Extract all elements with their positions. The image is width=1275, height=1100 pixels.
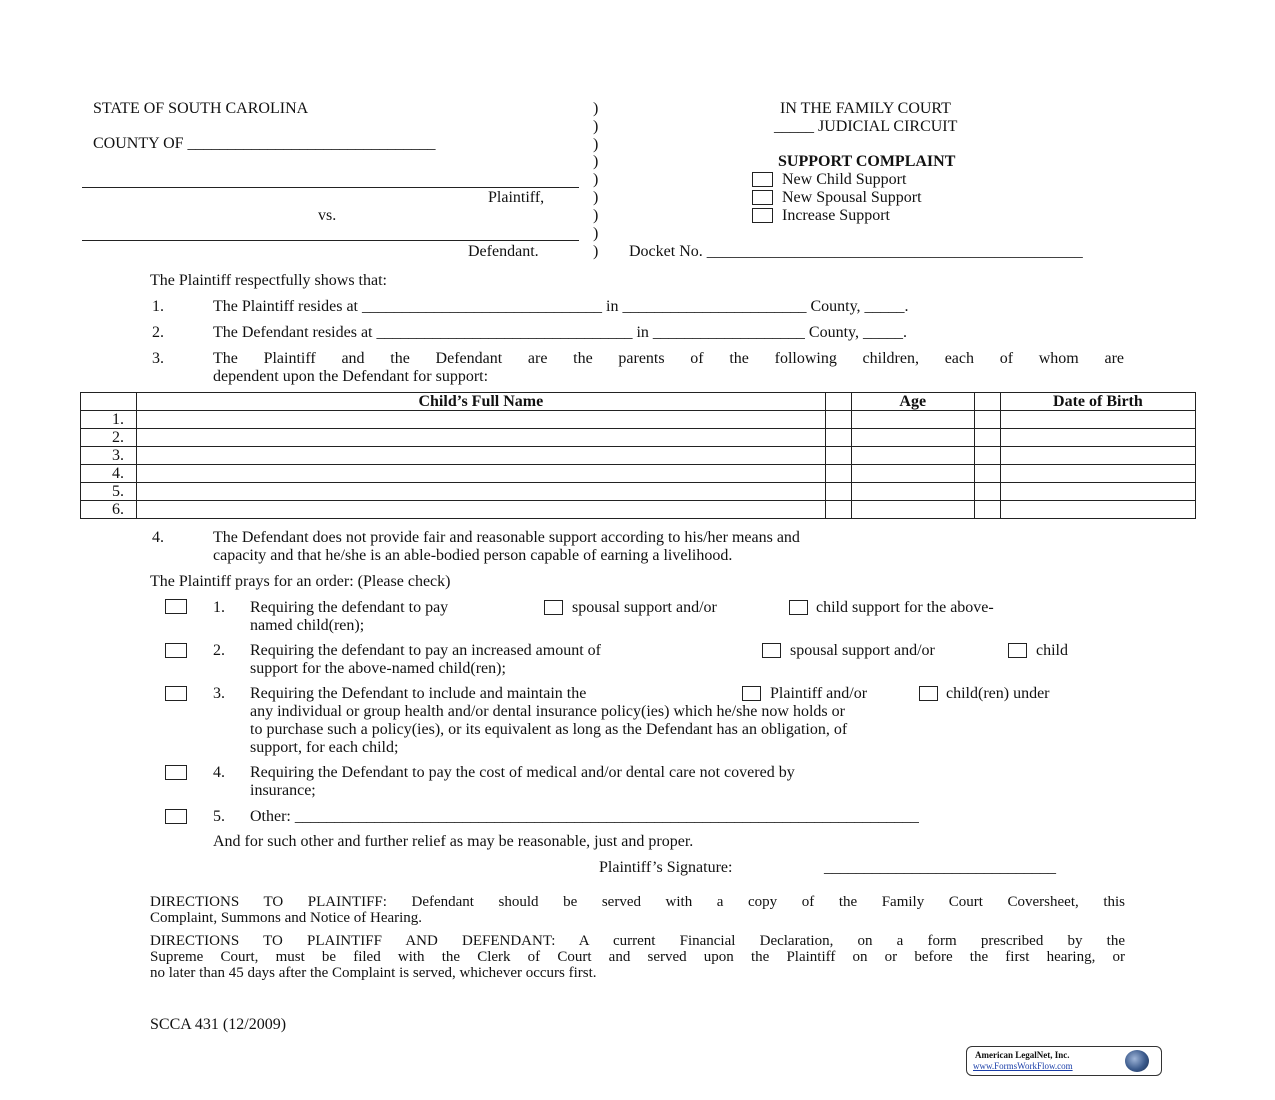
caption-paren: ) — [593, 100, 599, 117]
directions-both: DIRECTIONS TO PLAINTIFF AND DEFENDANT: A current Financial Declaration, on a form prescribed by the — [150, 933, 1125, 949]
dob-cell[interactable] — [1000, 411, 1195, 429]
plaintiff-residence-field[interactable]: The Plaintiff resides at ______________________________ in _______________________ County, _____. — [213, 298, 909, 315]
table-row — [81, 483, 1196, 501]
court-heading: IN THE FAMILY COURT — [780, 100, 951, 117]
dob-cell[interactable] — [1000, 429, 1195, 447]
caption-paren: ) — [593, 207, 599, 224]
prayer-1-checkbox[interactable] — [165, 599, 187, 614]
directions-plaintiff: DIRECTIONS TO PLAINTIFF: Defendant should be served with a copy of the Family Court Coversheet, this — [150, 894, 1125, 910]
age-cell[interactable] — [851, 429, 974, 447]
dob-cell[interactable] — [1000, 465, 1195, 483]
table-row — [81, 501, 1196, 519]
prayer-3-checkbox[interactable] — [165, 686, 187, 701]
prayer-3-text-cont: support, for each child; — [250, 739, 399, 756]
logo-url-link[interactable]: www.FormsWorkFlow.com — [973, 1061, 1073, 1071]
further-relief-text: And for such other and further relief as may be reasonable, just and proper. — [213, 833, 694, 850]
prayer-4-text-cont: insurance; — [250, 782, 316, 799]
dob-header: Date of Birth — [1000, 393, 1195, 411]
caption-paren: ) — [593, 136, 599, 153]
defendant-label: Defendant. — [468, 243, 539, 260]
spacer-cell — [974, 393, 1000, 411]
item-4-text-cont: capacity and that he/she is an able-bodied person capable of earning a livelihood. — [213, 547, 733, 564]
prayer-1-spousal-label: spousal support and/or — [572, 599, 717, 616]
child-name-header: Child’s Full Name — [137, 393, 826, 411]
child-name-cell[interactable] — [137, 501, 826, 519]
new-spousal-support-label: New Spousal Support — [782, 189, 922, 206]
prayer-4-checkbox[interactable] — [165, 765, 187, 780]
signature-label: Plaintiff’s Signature: — [599, 859, 733, 876]
plaintiff-label: Plaintiff, — [488, 189, 545, 206]
prayer-2-child-label: child — [1036, 642, 1068, 659]
other-relief-field[interactable]: Other: ______________________________________________________________________________ — [250, 808, 919, 825]
prayer-number: 5. — [213, 808, 225, 825]
prayer-2-text-cont: support for the above-named child(ren); — [250, 660, 506, 677]
caption-paren: ) — [593, 243, 599, 260]
child-name-cell[interactable] — [137, 411, 826, 429]
caption-paren: ) — [593, 118, 599, 135]
row-number: 2. — [81, 429, 137, 447]
child-name-cell[interactable] — [137, 483, 826, 501]
child-name-cell[interactable] — [137, 447, 826, 465]
defendant-residence-field[interactable]: The Defendant resides at ________________________________ in ___________________ County, _____. — [213, 324, 908, 341]
prayer-3-children-checkbox[interactable] — [919, 686, 938, 701]
table-header-row — [81, 393, 1196, 411]
table-row — [81, 411, 1196, 429]
prayer-2-text: Requiring the defendant to pay an increased amount of — [250, 642, 601, 659]
prayer-3-plaintiff-label: Plaintiff and/or — [770, 685, 868, 702]
item-3-text: The Plaintiff and the Defendant are the parents of the following children, each of whom are — [213, 350, 1124, 367]
dob-cell[interactable] — [1000, 447, 1195, 465]
prayer-3-text: Requiring the Defendant to include and maintain the — [250, 685, 587, 702]
prayer-1-text-cont: named child(ren); — [250, 617, 365, 634]
docket-number-field[interactable]: Docket No. _______________________________________________ — [629, 243, 1083, 260]
american-legalnet-logo[interactable] — [966, 1046, 1162, 1076]
defendant-name-line[interactable] — [82, 240, 579, 241]
spacer-cell — [825, 447, 851, 465]
spacer-cell — [825, 483, 851, 501]
versus-label: vs. — [318, 207, 337, 224]
row-number: 1. — [81, 411, 137, 429]
prayer-2-spousal-checkbox[interactable] — [762, 643, 781, 658]
new-child-support-label: New Child Support — [782, 171, 907, 188]
spacer-cell — [974, 411, 1000, 429]
spacer-cell — [825, 411, 851, 429]
caption-paren: ) — [593, 153, 599, 170]
state-heading: STATE OF SOUTH CAROLINA — [93, 100, 309, 117]
spacer-cell — [974, 483, 1000, 501]
prayer-3-plaintiff-checkbox[interactable] — [742, 686, 761, 701]
spacer-cell — [825, 465, 851, 483]
prayer-4-text: Requiring the Defendant to pay the cost of medical and/or dental care not covered by — [250, 764, 795, 781]
row-number-header — [81, 393, 137, 411]
spacer-cell — [974, 465, 1000, 483]
prayer-1-text: Requiring the defendant to pay — [250, 599, 449, 616]
directions-both-cont: Supreme Court, must be filed with the Clerk of Court and served upon the Plaintiff on or before the first hearing, or — [150, 949, 1125, 965]
item-number: 2. — [152, 324, 164, 341]
spacer-cell — [825, 501, 851, 519]
increase-support-checkbox[interactable] — [752, 208, 773, 223]
prayer-number: 2. — [213, 642, 225, 659]
row-number: 6. — [81, 501, 137, 519]
child-name-cell[interactable] — [137, 429, 826, 447]
item-4-text: The Defendant does not provide fair and reasonable support according to his/her means and — [213, 529, 800, 546]
child-name-cell[interactable] — [137, 465, 826, 483]
row-number: 4. — [81, 465, 137, 483]
directions-both-cont: no later than 45 days after the Complaint is served, whichever occurs first. — [150, 965, 597, 981]
row-number: 3. — [81, 447, 137, 465]
judicial-circuit-field[interactable]: _____ JUDICIAL CIRCUIT — [774, 118, 958, 135]
spacer-cell — [825, 393, 851, 411]
item-number: 1. — [152, 298, 164, 315]
prayer-2-spousal-label: spousal support and/or — [790, 642, 935, 659]
age-cell[interactable] — [851, 411, 974, 429]
form-id: SCCA 431 (12/2009) — [150, 1016, 287, 1033]
prayer-3-children-label: child(ren) under — [946, 685, 1050, 702]
caption-paren: ) — [593, 189, 599, 206]
globe-icon — [1125, 1050, 1149, 1072]
prayer-1-spousal-checkbox[interactable] — [544, 600, 563, 615]
prayer-number: 1. — [213, 599, 225, 616]
prayer-1-child-checkbox[interactable] — [789, 600, 808, 615]
logo-company: American LegalNet, Inc. — [975, 1050, 1070, 1060]
prayer-2-checkbox[interactable] — [165, 643, 187, 658]
table-row — [81, 447, 1196, 465]
table-row — [81, 465, 1196, 483]
intro-text: The Plaintiff respectfully shows that: — [150, 272, 387, 289]
spacer-cell — [825, 429, 851, 447]
item-number: 3. — [152, 350, 164, 367]
prayer-number: 4. — [213, 764, 225, 781]
new-child-support-checkbox[interactable] — [752, 172, 773, 187]
dob-cell[interactable] — [1000, 501, 1195, 519]
children-table — [80, 392, 1196, 519]
age-cell[interactable] — [851, 501, 974, 519]
table-row — [81, 429, 1196, 447]
caption-paren: ) — [593, 225, 599, 242]
caption-paren: ) — [593, 171, 599, 188]
increase-support-label: Increase Support — [782, 207, 890, 224]
prayer-5-checkbox[interactable] — [165, 809, 187, 824]
prayer-1-child-label: child support for the above- — [816, 599, 994, 616]
form-title: SUPPORT COMPLAINT — [778, 153, 956, 170]
age-cell[interactable] — [851, 483, 974, 501]
row-number: 5. — [81, 483, 137, 501]
age-cell[interactable] — [851, 465, 974, 483]
age-cell[interactable] — [851, 447, 974, 465]
item-3-text-cont: dependent upon the Defendant for support: — [213, 368, 489, 385]
county-field[interactable]: COUNTY OF _______________________________ — [93, 135, 436, 152]
prayer-3-text-cont: any individual or group health and/or dental insurance policy(ies) which he/she now holds or — [250, 703, 845, 720]
spacer-cell — [974, 501, 1000, 519]
item-number: 4. — [152, 529, 164, 546]
new-spousal-support-checkbox[interactable] — [752, 190, 773, 205]
prayer-intro: The Plaintiff prays for an order: (Please check) — [150, 573, 451, 590]
spacer-cell — [974, 429, 1000, 447]
prayer-number: 3. — [213, 685, 225, 702]
plaintiff-name-line[interactable] — [82, 187, 579, 188]
age-header: Age — [851, 393, 974, 411]
prayer-2-child-checkbox[interactable] — [1008, 643, 1027, 658]
signature-line[interactable]: _____________________________ — [824, 859, 1056, 876]
directions-plaintiff-cont: Complaint, Summons and Notice of Hearing. — [150, 910, 423, 926]
dob-cell[interactable] — [1000, 483, 1195, 501]
prayer-3-text-cont: to purchase such a policy(ies), or its equivalent as long as the Defendant has an obligation, of — [250, 721, 848, 738]
spacer-cell — [974, 447, 1000, 465]
